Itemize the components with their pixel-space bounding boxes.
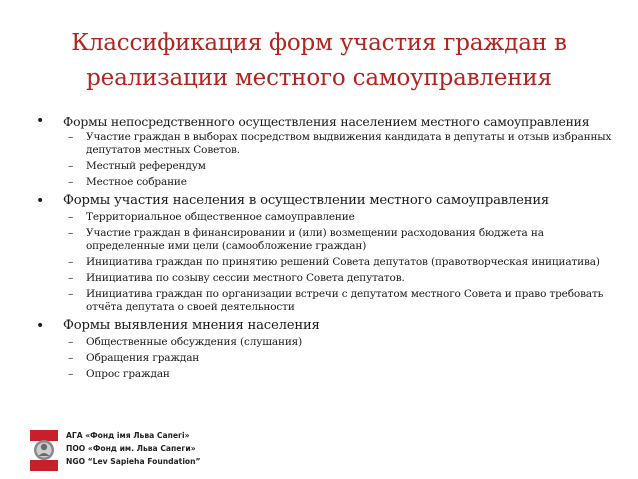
sub-item-text: Обращения граждан: [86, 352, 200, 364]
sub-item-text: Участие граждан в финансировании и (или) возмещении расходования бюджета на определенные ими цели (самообложение граждан): [86, 227, 544, 252]
bullet-text: Формы участия населения в осуществлении местного самоуправления: [63, 193, 550, 208]
bullet-marker: •: [36, 318, 45, 334]
sub-item: [63, 272, 616, 285]
sub-item: [63, 336, 616, 349]
dash-marker: –: [68, 176, 74, 188]
bullet-text: Формы непосредственного осуществления населением местного самоуправления: [63, 114, 590, 129]
dash-marker: –: [68, 211, 74, 223]
dash-marker: –: [68, 256, 74, 268]
sub-item-text: Опрос граждан: [86, 368, 170, 380]
sub-list: [63, 336, 616, 381]
sub-item-text: Участие граждан в выборах посредством выдвижения кандидата в депутаты и отзыв избранных депутатов местных Советов.: [86, 131, 612, 156]
bullet-item-direct-forms: [36, 114, 616, 189]
classification-list: [36, 114, 616, 385]
sub-item-text: Местный референдум: [86, 160, 206, 172]
sub-item-text: Инициатива граждан по принятию решений Совета депутатов (правотворческая инициатива): [86, 256, 600, 268]
sub-item-text: Инициатива по созыву сессии местного Совета депутатов.: [86, 272, 405, 284]
bullet-item-participation-forms: [36, 193, 616, 314]
dash-marker: –: [68, 368, 74, 380]
slide-title-line-2: реализации местного самоуправления: [86, 65, 552, 91]
sub-item-text: Местное собрание: [86, 176, 187, 188]
slide-title-line-1: Классификация форм участия граждан в: [71, 30, 567, 56]
dash-marker: –: [68, 160, 74, 172]
sub-item-text: Территориальное общественное самоуправление: [86, 211, 355, 223]
foundation-name-en: NGO “Lev Sapieha Foundation”: [66, 457, 201, 466]
bullet-item-opinion-forms: [36, 318, 616, 381]
sub-item: [63, 256, 616, 269]
bullet-marker: •: [36, 193, 45, 209]
sub-item: [63, 211, 616, 224]
sub-item: [63, 160, 616, 173]
foundation-logo: [30, 428, 58, 472]
sub-item: [63, 131, 616, 157]
bullet-marker: •: [36, 113, 45, 129]
dash-marker: –: [68, 131, 74, 143]
sub-item: [63, 368, 616, 381]
sub-item: [63, 352, 616, 365]
bullet-text: Формы выявления мнения населения: [63, 318, 320, 333]
foundation-logo-icon: [30, 428, 58, 472]
slide-title: [20, 26, 618, 96]
sub-item-text: Инициатива граждан по организации встречи с депутатом местного Совета и право требовать отчёта депутата о своей деятельности: [86, 288, 604, 313]
sub-list: [63, 211, 616, 314]
dash-marker: –: [68, 227, 74, 239]
sub-item: [63, 288, 616, 314]
sub-item: [63, 227, 616, 253]
foundation-name-ru: ПОО «Фонд им. Льва Сапеги»: [66, 444, 196, 453]
foundation-name: [66, 429, 201, 468]
dash-marker: –: [68, 272, 74, 284]
dash-marker: –: [68, 336, 74, 348]
sub-item: [63, 176, 616, 189]
foundation-footer: [30, 428, 200, 472]
sub-list: [63, 131, 616, 189]
foundation-name-be: АГА «Фонд імя Льва Сапегі»: [66, 431, 190, 440]
dash-marker: –: [68, 288, 74, 300]
dash-marker: –: [68, 352, 74, 364]
sub-item-text: Общественные обсуждения (слушания): [86, 336, 303, 348]
